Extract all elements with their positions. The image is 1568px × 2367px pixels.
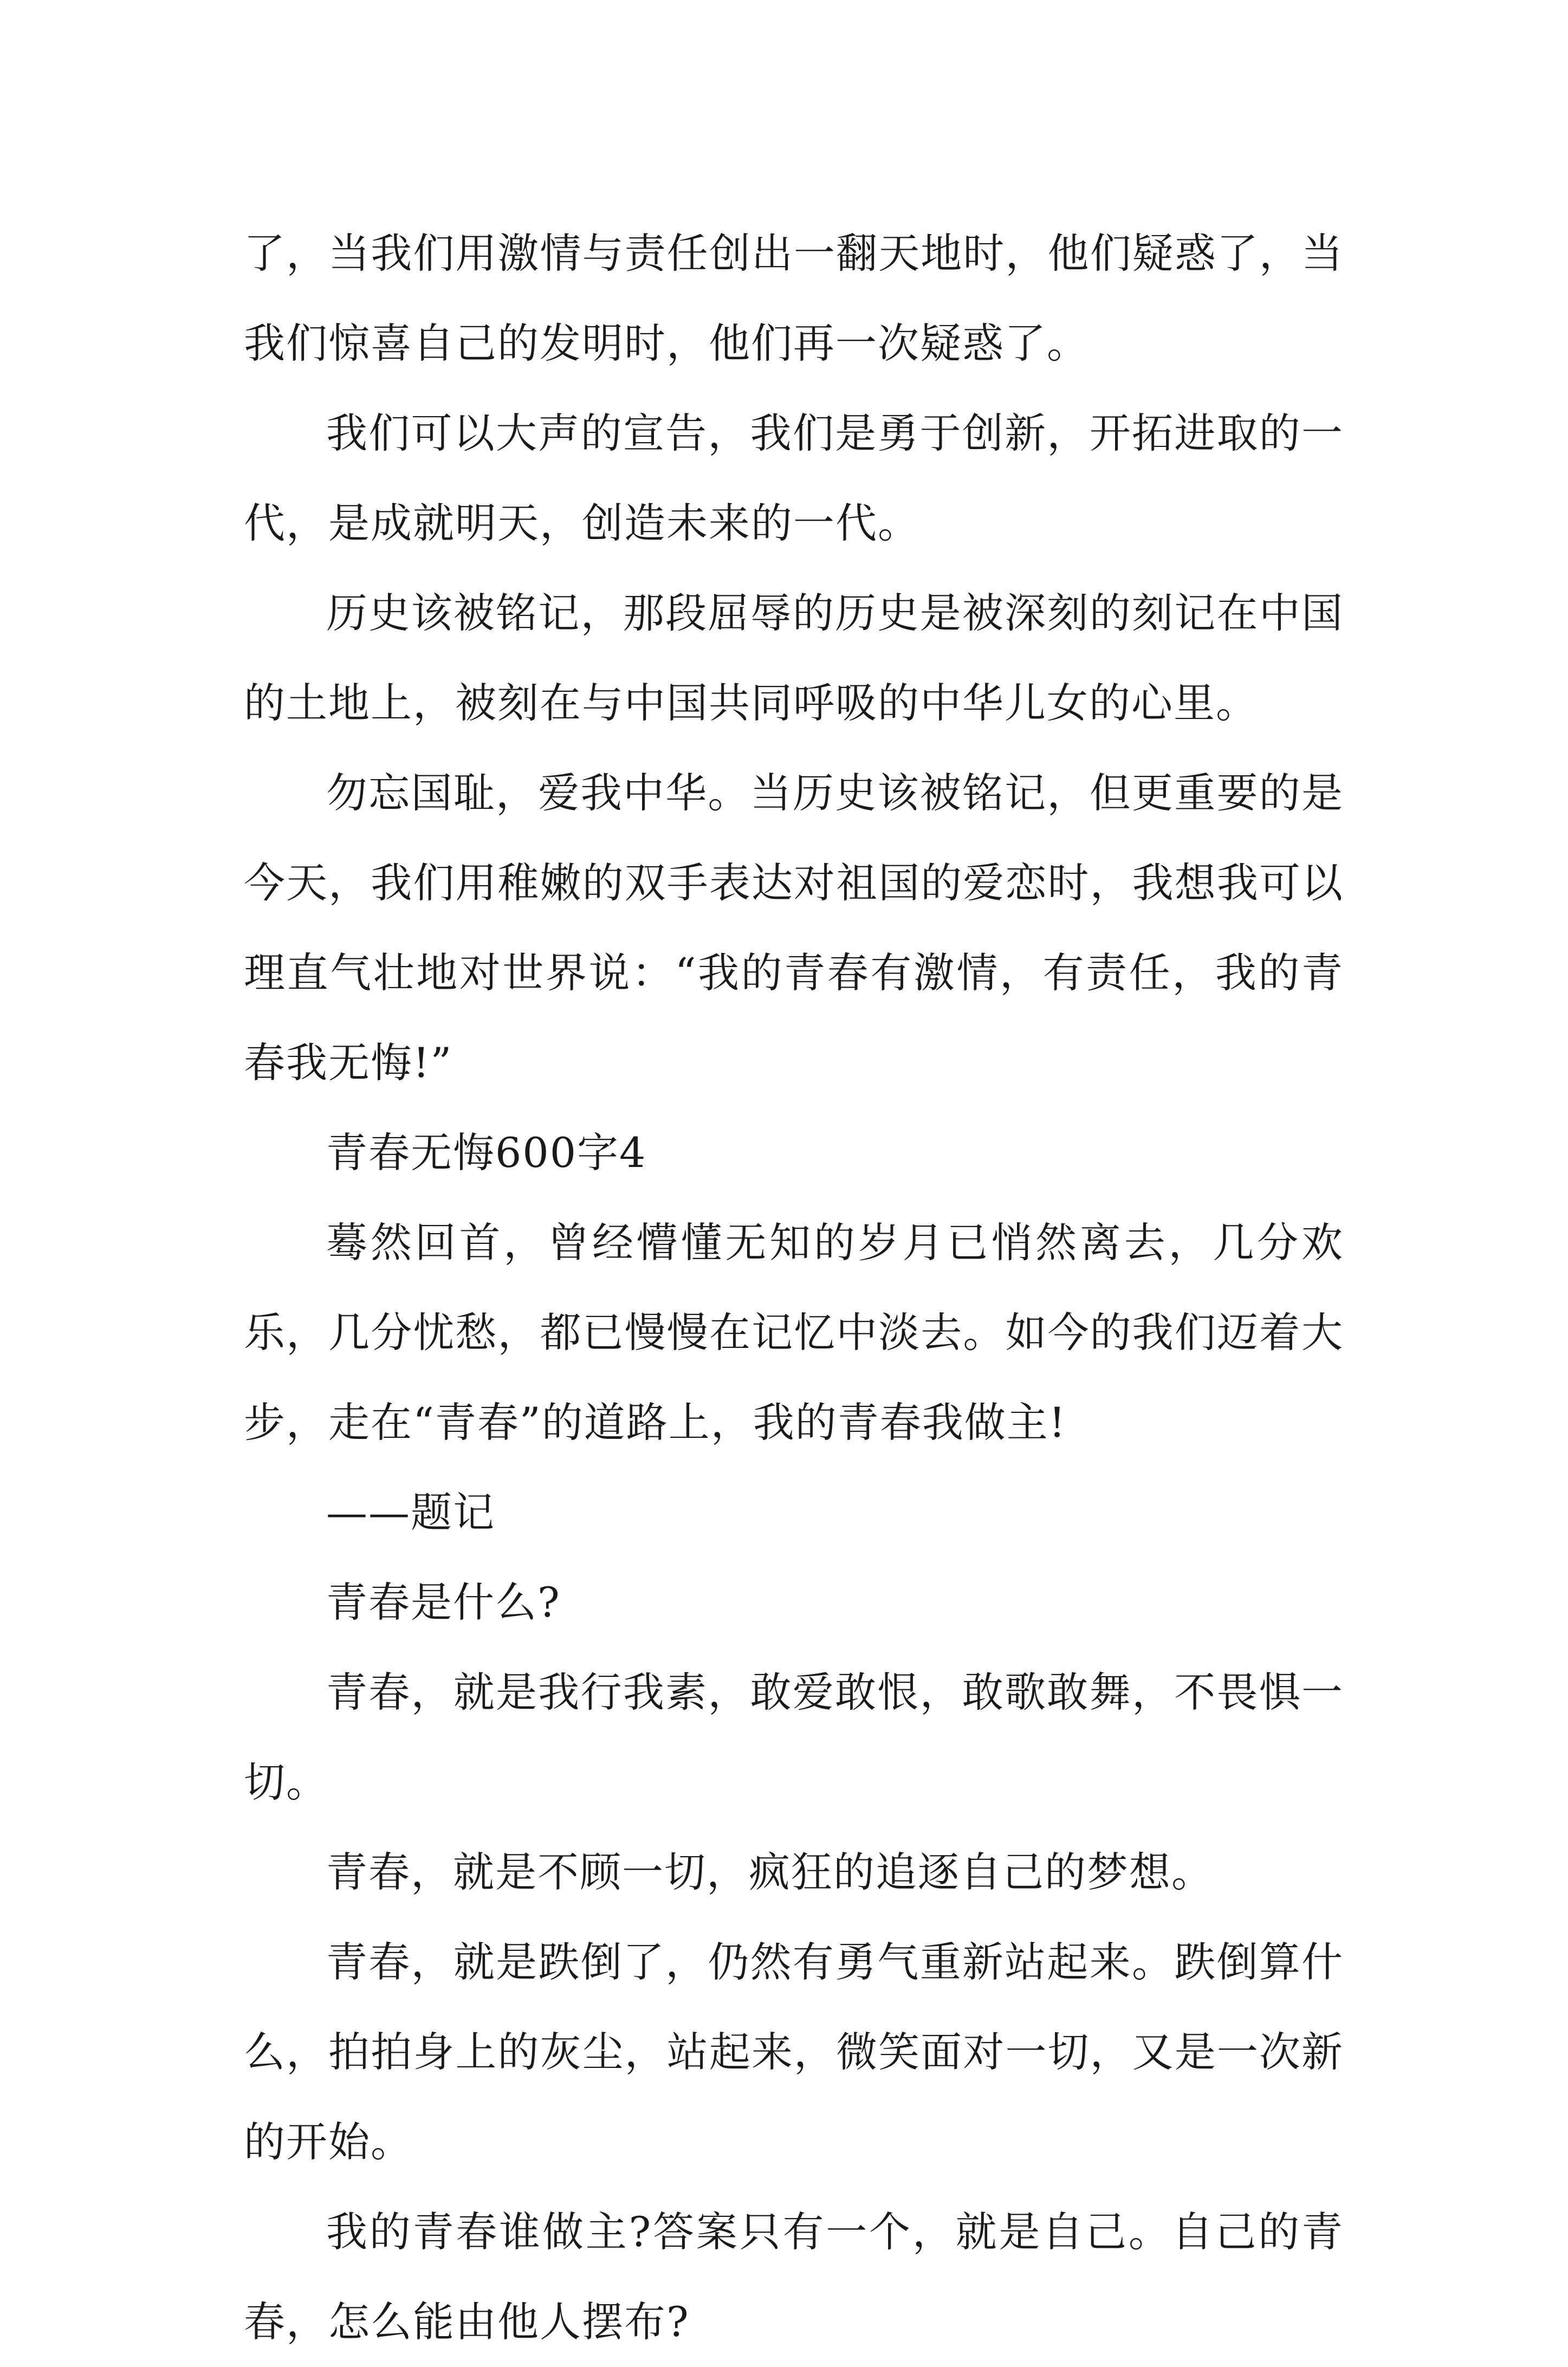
paragraph: 青春，就是我行我素，敢爱敢恨，敢歌敢舞，不畏惧一切。 <box>244 1668 1344 1806</box>
paragraph: 我们可以大声的宣告，我们是勇于创新，开拓进取的一代，是成就明天，创造未来的一代。 <box>244 409 1344 547</box>
document-body <box>244 209 1344 2367</box>
paragraph: 青春，就是跌倒了，仍然有勇气重新站起来。跌倒算什么，拍拍身上的灰尘，站起来，微笑面对一切，又是一次新的开始。 <box>244 1938 1344 2166</box>
paragraph: 勿忘国耻，爱我中华。当历史该被铭记，但更重要的是今天，我们用稚嫩的双手表达对祖国的爱恋时，我想我可以理直气壮地对世界说：“我的青春有激情，有责任，我的青春我无悔!” <box>244 769 1344 1087</box>
paragraph: 青春，就是不顾一切，疯狂的追逐自己的梦想。 <box>326 1848 1214 1896</box>
paragraph: 青春是什么? <box>326 1578 561 1626</box>
paragraph: 历史该被铭记，那段屈辱的历史是被深刻的刻记在中国的土地上，被刻在与中国共同呼吸的中华儿女的心里。 <box>244 589 1344 727</box>
paragraph: 蓦然回首，曾经懵懂无知的岁月已悄然离去，几分欢乐，几分忧愁，都已慢慢在记忆中淡去。如今的我们迈着大步，走在“青春”的道路上，我的青春我做主! <box>244 1218 1344 1447</box>
epigraph-attribution: ——题记 <box>326 1488 495 1536</box>
paragraph: 我的青春谁做主?答案只有一个，就是自己。自己的青春，怎么能由他人摆布? <box>244 2208 1344 2346</box>
paragraph: 了，当我们用激情与责任创出一翻天地时，他们疑惑了，当我们惊喜自己的发明时，他们再一次疑惑了。 <box>244 229 1344 367</box>
section-heading: 青春无悔600字4 <box>326 1129 647 1177</box>
